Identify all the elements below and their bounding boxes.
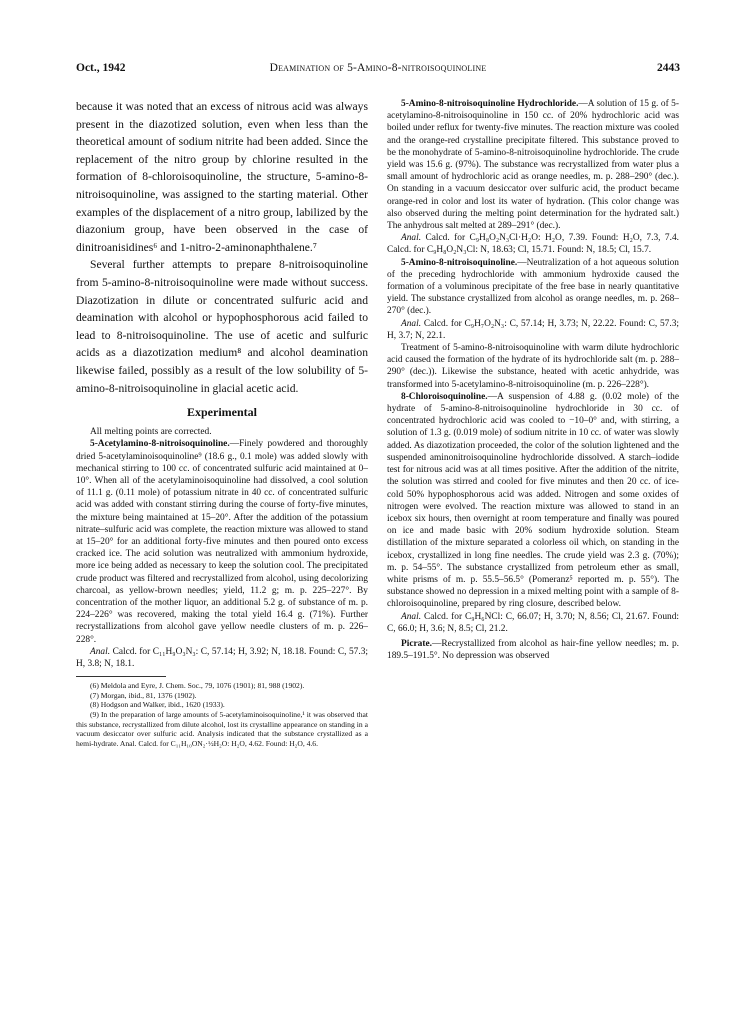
procedure-text: —Neutralization of a hot aqueous solution of the preceding hydrochloride with ammonium hydroxide caused the formation of a voluminous precipitate of the free base in nearly quantitative yield. The substance crystallized from alcohol as orange needles, m. p. 268–270° (dec.). — [387, 257, 679, 317]
intro-paragraph-attempts: Several further attempts to prepare 8-nitroisoquinoline from 5-amino-8-nitroisoquinoline were made without success. Diazotization in dilute or concentrated sulfuric acid and deamination with alcohol or hypophosphorous acid failed to lead to 8-nitroisoquinoline. The use of acetic and sulfuric acids as a diazotization medium⁸ and alcohol deamination likewise failed, possibly as a result of the low solubility of 5-amino-8-nitroisoquinoline in glacial acetic acid. — [76, 258, 368, 395]
analysis-acetylamino — [76, 646, 368, 670]
treatment-paragraph: Treatment of 5-amino-8-nitroisoquinoline with warm dilute hydrochloric acid caused the formation of the hydrate of its hydrochloride salt (m. p. 288–290° (dec.)). Likewise the substance, heated with acetic anhydride, was transformed into 5-acetylamino-8-nitroisoquinoline (m. p. 226–228°). — [387, 343, 679, 390]
analysis-label: Anal. — [401, 318, 422, 329]
procedure-text: —A solution of 15 g. of 5-acetylamino-8-nitroisoquinoline in 150 cc. of 20% hydrochloric acid was boiled under reflux for twenty-five minutes. The reaction mixture was cooled and the orange-red crystalline precipitate filtered. This substance proved to be the monohydrate of 5-amino-8-nitroisoquinoline hydrochloride. The crude yield was 15.6 g. (97%). The substance was recrystallized from water plus a small amount of hydrochloric acid as orange needles, m. p. 288–290° (dec.). On standing in a vacuum desiccator over sulfuric acid, the product became orange-red in color and lost its water of hydration. (This color change was also observed during the melting point determination for the hydrated salt.) The anhydrous salt melted at 289–291° (dec.). — [387, 99, 679, 232]
header-date: Oct., 1942 — [76, 62, 126, 74]
procedure-text: —A suspension of 4.88 g. (0.02 mole) of the hydrate of 5-amino-8-nitroisoquinoline hydrochloride in 30 cc. of concentrated hydrochloric acid was cooled to −10–0° and, with stirring, a solution of 1.3 g. (0.019 mole) of sodium nitrite in 10 cc. of water was slowly added. As diazotization proceeded, the color of the solution lightened and the suspended aminonitroisoquinoline hydrochloride dissolved. A starch–iodide test for nitrous acid was at all times positive. After the addition of the nitrite, the solution was stirred and cooled for five minutes and then 20 cc. of ice-cold 50% hypophosphorous acid was added. Nitrogen and some oxides of nitrogen were evolved. The reaction mixture was allowed to stand in an icebox six hours, then overnight at room temperature and finally was poured on ice and made basic with 20% sodium hydroxide solution. Steam distillation of the mixture separated a colorless oil which, on standing in the icebox, crystallized in long fine needles. The crude yield was 2.3 g. (70%); m. p. 54–55°. The substance crystallized from petroleum ether as small, white prisms of m. p. 55.5–56.5° (Pomeranz⁵ reported m. p. 55°). The substance showed no depression in a mixed melting point with a sample of 8-chloroisoquinoline, prepared by ring closure, described below. — [387, 391, 679, 610]
procedure-heading: Picrate. — [401, 638, 432, 649]
analysis-label: Anal. — [401, 611, 422, 622]
page-number: 2443 — [657, 62, 680, 74]
footnote-8: (8) Hodgson and Walker, ibid., 1620 (1933). — [90, 700, 225, 710]
procedure-hydrochloride — [387, 98, 679, 232]
analysis-chloroisoquinoline — [387, 611, 679, 635]
analysis-label: Anal. — [90, 646, 111, 657]
analysis-text: Calcd. for C₉H₈O₂N₃Cl·H₂O: H₂O, 7.39. Found: H₂O, 7.3, 7.4. Calcd. for C₉H₈O₂N₃Cl: N, 18.63; Cl, 15.71. Found: N, 18.5; Cl, 15.7. — [387, 233, 679, 256]
procedure-heading: 5-Acetylamino-8-nitroisoquinoline. — [90, 439, 230, 450]
procedure-heading: 5-Amino-8-nitroisoquinoline. — [401, 257, 518, 268]
footnote-7: (7) Morgan, ibid., 81, 1376 (1902). — [90, 690, 197, 700]
footnote-6: (6) Meldola and Eyre, J. Chem. Soc., 79, 1076 (1901); 81, 988 (1902). — [90, 681, 305, 691]
footnote-divider — [76, 676, 166, 677]
procedure-acetylamino — [76, 438, 368, 645]
procedure-free-base — [387, 257, 679, 318]
analysis-label: Anal. — [401, 233, 422, 244]
analysis-hydrochloride — [387, 232, 679, 256]
analysis-free-base — [387, 318, 679, 342]
right-column — [387, 98, 679, 662]
section-heading-experimental: Experimental — [187, 405, 257, 420]
procedure-heading: 8-Chloroisoquinoline. — [401, 391, 488, 402]
analysis-text: Calcd. for C₁₁H₉O₃N₃: C, 57.14; H, 3.92; N, 18.18. Found: C, 57.3; H, 3.8; N, 18.1. — [76, 646, 368, 669]
running-header — [76, 62, 680, 78]
procedure-picrate — [387, 638, 679, 662]
left-column — [76, 98, 368, 748]
procedure-heading: 5-Amino-8-nitroisoquinoline Hydrochloride. — [401, 99, 579, 109]
melting-point-note: All melting points are corrected. — [90, 427, 212, 438]
intro-paragraph-continued: because it was noted that an excess of nitrous acid was always present in the diazotized solution, even when less than the theoretical amount of sodium nitrite had been added. Since the replacement of the nitro group by chlorine resulted in the formation of 8-chloroisoquinoline, the structure, 5-amino-8-nitroisoquinoline, was assigned to the starting material. Other examples of the displacement of a nitro group, labilized by the diazonium group, have been observed in the case of dinitroanisidines⁶ and 1-nitro-2-aminonaphthalene.⁷ — [76, 100, 368, 254]
analysis-text: Calcd. for C₉H₆NCl: C, 66.07; H, 3.70; N, 8.56; Cl, 21.67. Found: C, 66.0; H, 3.6; N, 8.5; Cl, 21.2. — [387, 611, 679, 634]
footnote-9: (9) In the preparation of large amounts of 5-acetylaminoisoquinoline,¹ it was observed that this substance, recrystallized from dilute alcohol, lost its crystalline appearance on standing in a vacuum desiccator over sulfuric acid. Analysis indicated that the substance crystallized as a hemi-hydrate. Anal. Calcd. for C₁₁H₁₀ON₂·½H₂O: H₂O, 4.62. Found: H₂O, 4.6. — [76, 709, 368, 748]
procedure-text: —Finely powdered and thoroughly dried 5-acetylaminoisoquinoline⁹ (18.6 g., 0.1 mole) was added slowly with mechanical stirring to 100 cc. of concentrated sulfuric acid maintained at 0–10°. When all of the acetylaminoisoquinoline had dissolved, a cool solution of 11.1 g. (0.11 mole) of potassium nitrate in 40 cc. of concentrated sulfuric acid was added with constant stirring during the course of forty-five minutes, the mixture being maintained at 15–20°. After the addition of the potassium nitrate–sulfuric acid was complete, the reaction mixture was allowed to stand at 15–20° for an additional forty-five minutes and then poured onto excess cracked ice. The acid solution was neutralized with ammonium hydroxide, more ice being added as necessary to keep the solution cool. The precipitated crude product was filtered and recrystallized from alcohol, using decolorizing charcoal, as yellow-brown needles; yield, 11.2 g; m. p. 225–227°. By concentration of the mother liquor, an additional 5.2 g. of substance of m. p. 224–226° was recovered, making the total yield 16.4 g. (71%). Further recrystallizations from alcohol gave yellow needle clusters of m. p. 226–228°. — [76, 439, 368, 645]
procedure-text: —Recrystallized from alcohol as hair-fine yellow needles; m. p. 189.5–191.5°. No depression was observed — [387, 638, 679, 662]
header-title: Deamination of 5-Amino-8-nitroisoquinoline — [269, 62, 487, 74]
procedure-chloroisoquinoline — [387, 391, 679, 611]
analysis-text: Calcd. for C₉H₇O₂N₃: C, 57.14; H, 3.73; N, 22.22. Found: C, 57.3; H, 3.7; N, 22.1. — [387, 318, 679, 341]
